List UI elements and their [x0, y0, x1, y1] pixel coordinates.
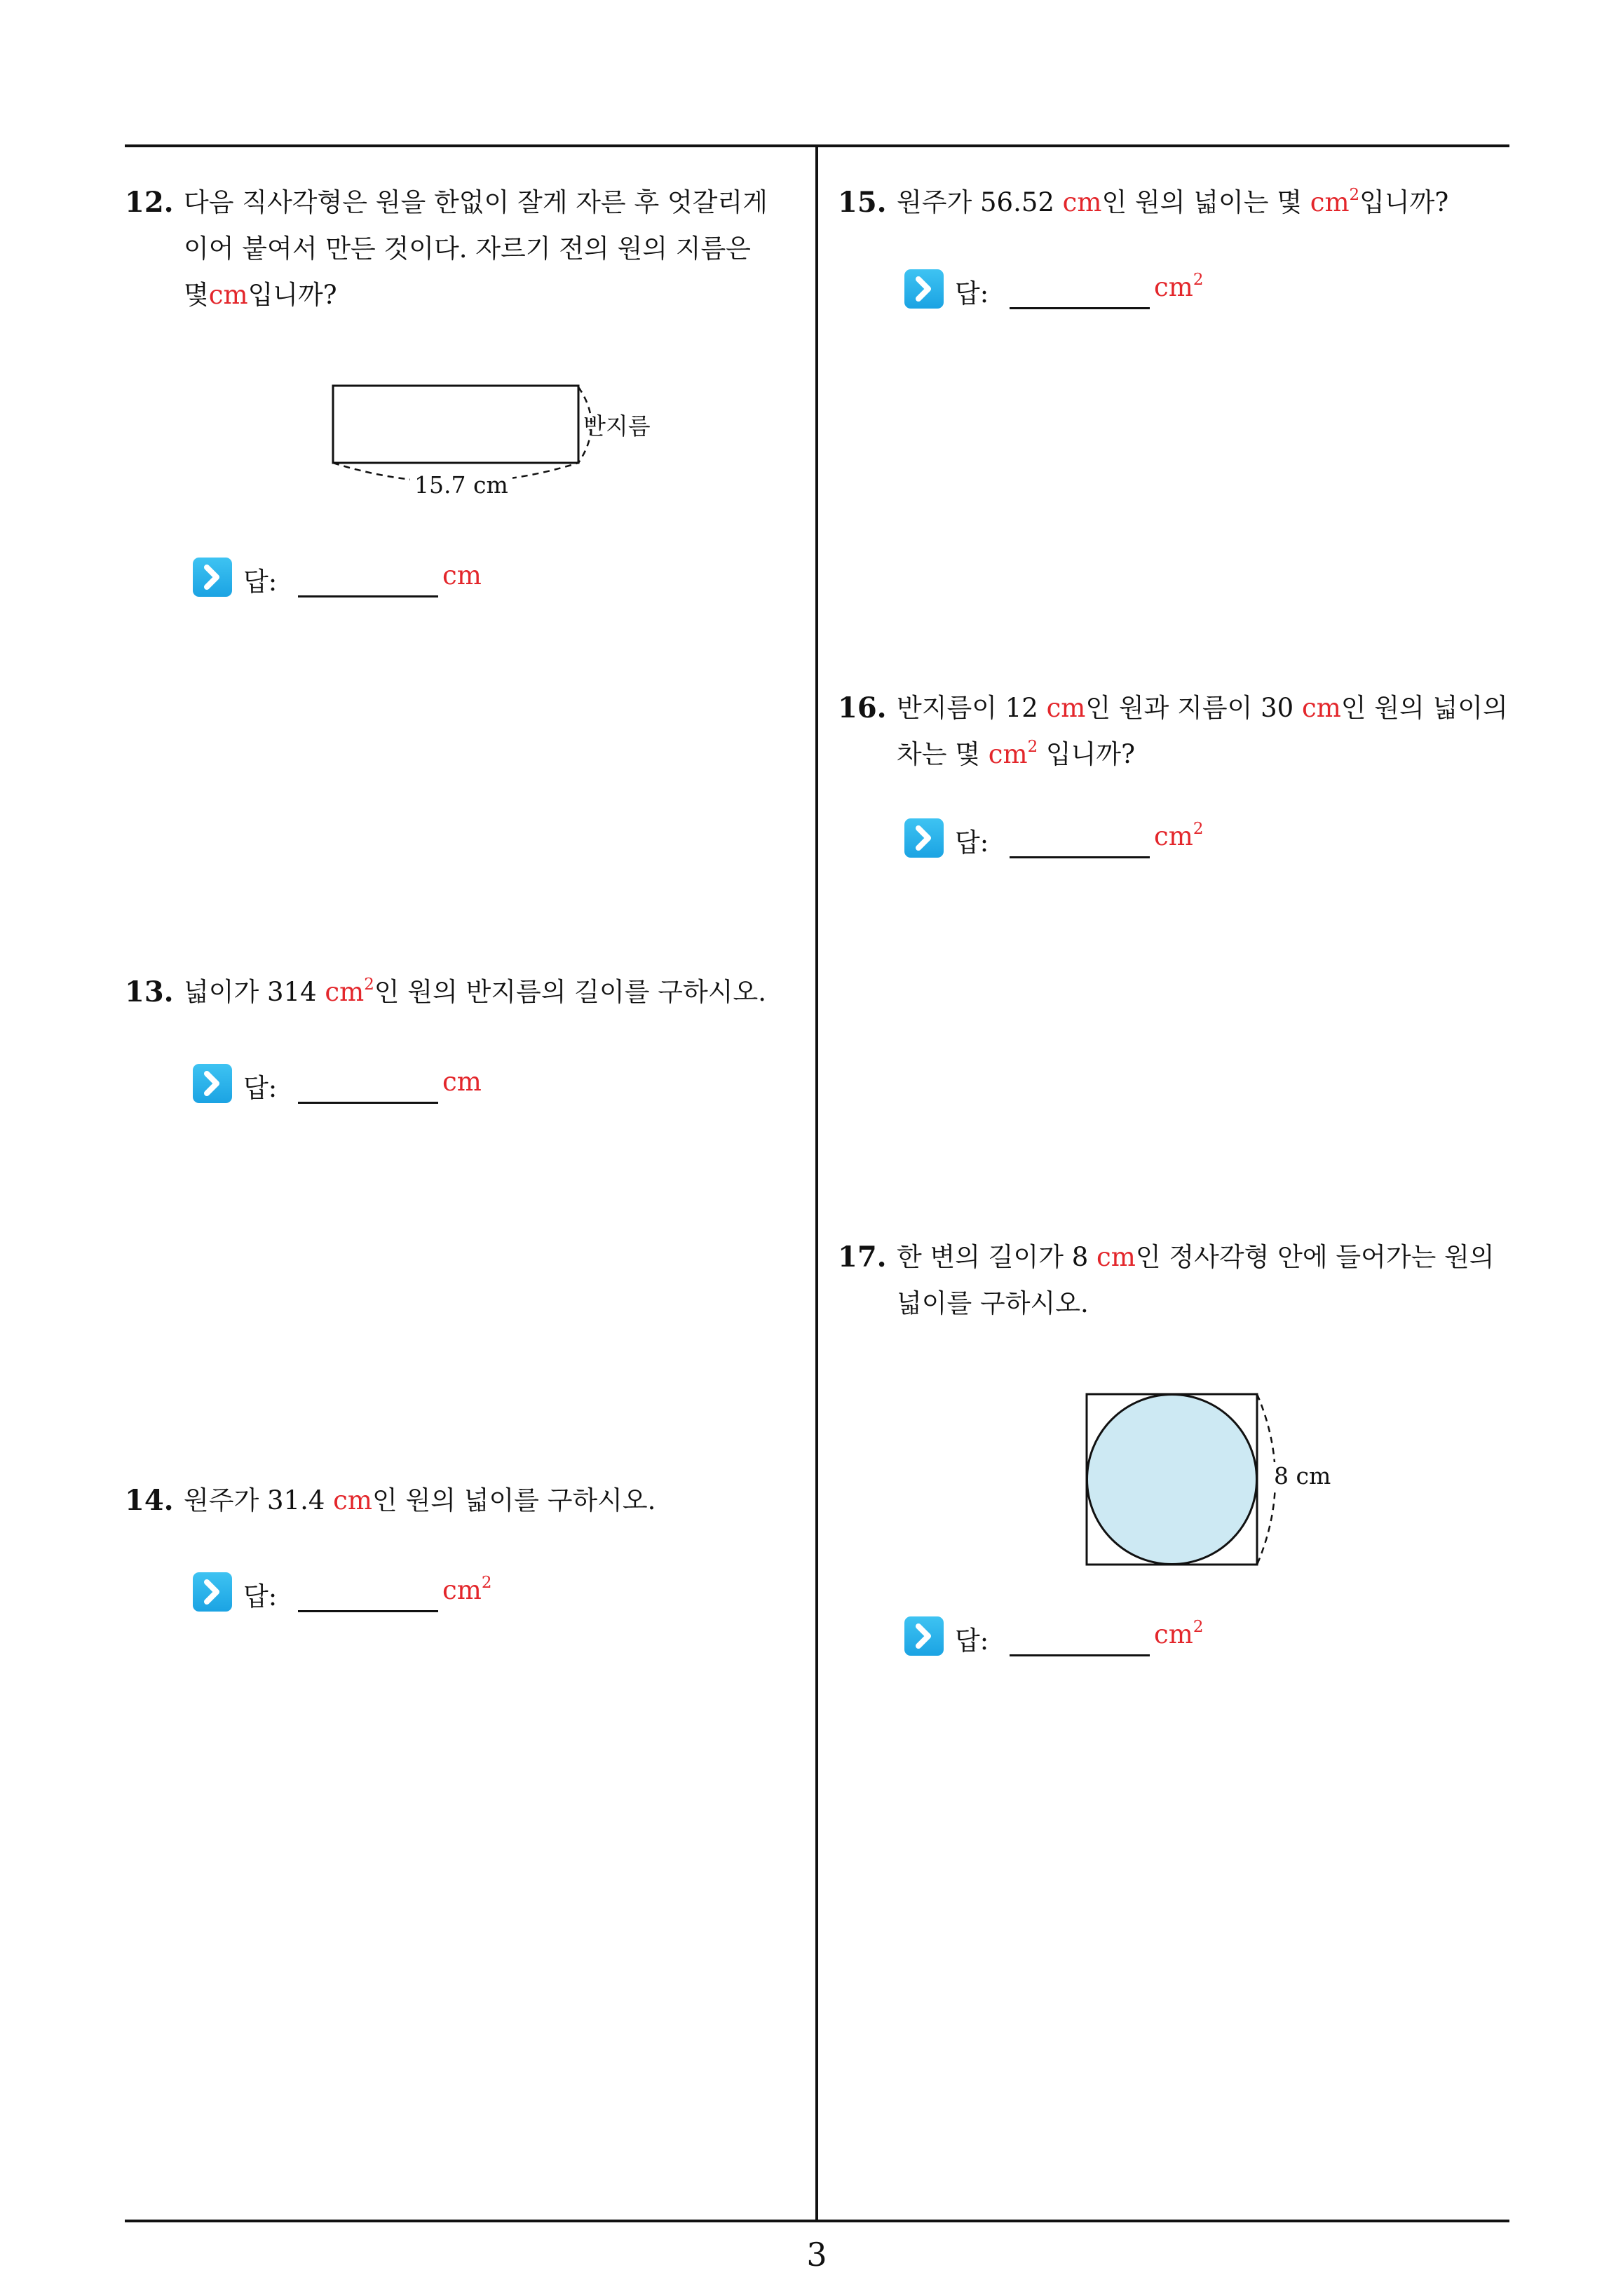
- question-number: 12.: [125, 186, 174, 219]
- answer-blank[interactable]: [298, 595, 438, 597]
- answer-label: 답:: [243, 1581, 278, 1612]
- answer-17: [904, 1615, 1220, 1657]
- chevron-right-icon: [193, 1572, 232, 1612]
- side-length-label: 8 cm: [1271, 1462, 1333, 1490]
- chevron-right-icon: [193, 558, 232, 597]
- question-number: 14.: [125, 1484, 174, 1517]
- page-number: 3: [806, 2236, 827, 2274]
- answer-14: [193, 1571, 508, 1613]
- answer-blank[interactable]: [298, 1610, 438, 1612]
- answer-blank[interactable]: [298, 1102, 438, 1104]
- answer-15: [904, 268, 1220, 310]
- radius-label: 반지름: [583, 412, 651, 440]
- answer-label: 답:: [955, 278, 989, 309]
- question-16: [838, 685, 1511, 778]
- question-15: [838, 180, 1511, 226]
- answer-unit: cm: [442, 560, 482, 590]
- answer-12: [193, 556, 508, 598]
- question-number: 13.: [125, 975, 174, 1008]
- answer-unit: $cm^2$: [1154, 1617, 1204, 1649]
- question-text: 넓이가 314 $cm^2$인 원의 반지름의 길이를 구하시오.: [184, 975, 766, 1007]
- question-text: 다음 직사각형은 원을 한없이 잘게 자른 후 엇갈리게 이어 붙여서 만든 것이다. 자르기 전의 원의 지름은 몇cm입니까?: [184, 187, 768, 310]
- question-number: 16.: [838, 691, 887, 724]
- length-label: 15.7 cm: [410, 471, 512, 499]
- chevron-right-icon: [904, 269, 944, 309]
- square-circle-figure: [1083, 1392, 1343, 1567]
- column-divider: [815, 144, 818, 2222]
- answer-label: 답:: [243, 567, 278, 597]
- chevron-right-icon: [193, 1064, 232, 1103]
- question-text: 반지름이 12 cm인 원과 지름이 30 cm인 원의 넓이의 차는 몇 $cm^2$ 입니까?: [897, 693, 1508, 769]
- question-17: [838, 1234, 1511, 1327]
- chevron-right-icon: [904, 818, 944, 858]
- question-text: 원주가 31.4 cm인 원의 넓이를 구하시오.: [184, 1485, 656, 1515]
- answer-blank[interactable]: [1010, 307, 1150, 309]
- chevron-right-icon: [904, 1616, 944, 1656]
- question-12: [125, 180, 798, 318]
- question-text: 한 변의 길이가 8 cm인 정사각형 안에 들어가는 원의 넓이를 구하시오.: [897, 1242, 1495, 1318]
- answer-label: 답:: [955, 828, 989, 858]
- answer-label: 답:: [243, 1073, 278, 1103]
- answer-16: [904, 817, 1220, 859]
- answer-blank[interactable]: [1010, 1654, 1150, 1656]
- answer-unit: $cm^2$: [442, 1573, 492, 1605]
- answer-unit: $cm^2$: [1154, 270, 1204, 302]
- question-13: [125, 969, 798, 1015]
- question-number: 17.: [838, 1241, 887, 1274]
- rectangle-figure: [330, 379, 680, 512]
- answer-label: 답:: [955, 1626, 989, 1656]
- answer-13: [193, 1062, 508, 1105]
- question-number: 15.: [838, 186, 887, 219]
- answer-blank[interactable]: [1010, 856, 1150, 858]
- answer-unit: $cm^2$: [1154, 819, 1204, 851]
- question-text: 원주가 56.52 cm인 원의 넓이는 몇 $cm^2$입니까?: [897, 185, 1449, 217]
- answer-unit: cm: [442, 1067, 482, 1097]
- question-14: [125, 1478, 798, 1524]
